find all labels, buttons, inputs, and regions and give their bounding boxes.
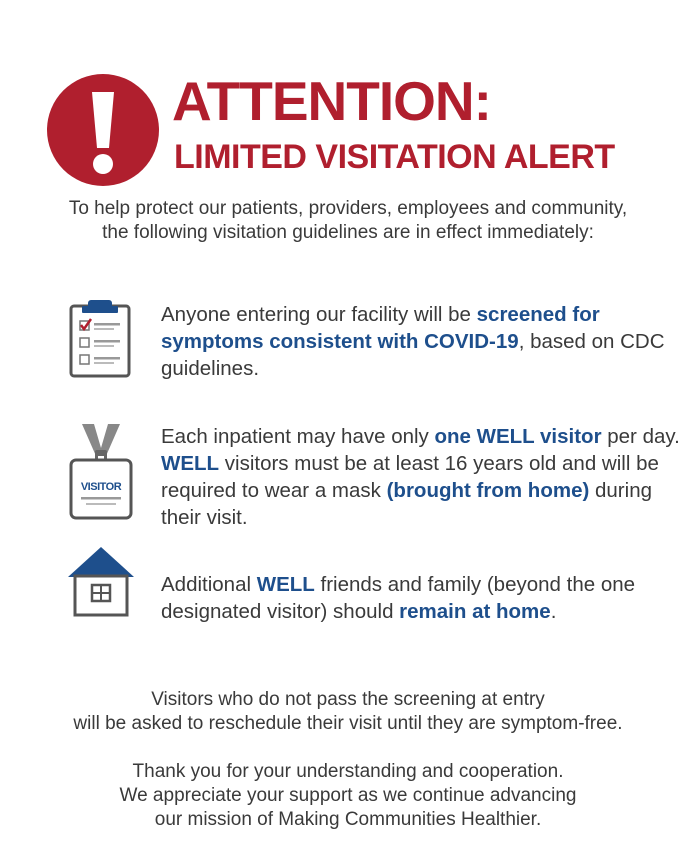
page-title: ATTENTION: [172, 70, 491, 132]
intro-line-2: the following visitation guidelines are in effect immediately: [102, 222, 594, 243]
screening-notice-line-2: will be asked to reschedule their visit until they are symptom-free. [73, 713, 623, 734]
guideline-screening-text: Anyone entering our facility will be screened for symptoms consistent with COVID-19, based on CDC guidelines. [161, 303, 665, 380]
thank-you-line-1: Thank you for your understanding and cooperation. [132, 761, 564, 782]
thank-you-line-3: our mission of Making Communities Healthier. [154, 809, 542, 830]
screening-notice [20, 688, 676, 736]
guideline-visitor-text: Each inpatient may have only one WELL visitor per day. WELL visitors must be at least 16 years old and will be required to wear a mask (brought from home) during their visit. [161, 425, 680, 529]
intro-text [20, 197, 676, 245]
alert-header [0, 0, 696, 190]
exclamation-circle-icon [45, 72, 161, 188]
visitor-badge-label: VISITOR [80, 481, 122, 493]
thank-you-line-2: We appreciate your support as we continue advancing [119, 785, 577, 806]
screening-notice-line-1: Visitors who do not pass the screening at entry [151, 689, 545, 710]
page-subtitle: LIMITED VISITATION ALERT [174, 138, 615, 176]
guideline-stay-home-text: Additional WELL friends and family (beyond the one designated visitor) should remain at home. [161, 573, 636, 623]
thank-you-message [20, 760, 676, 832]
visitor-badge-icon [68, 422, 134, 520]
house-icon [66, 545, 136, 617]
clipboard-checklist-icon [68, 298, 132, 378]
intro-line-1: To help protect our patients, providers, employees and community, [68, 198, 628, 219]
